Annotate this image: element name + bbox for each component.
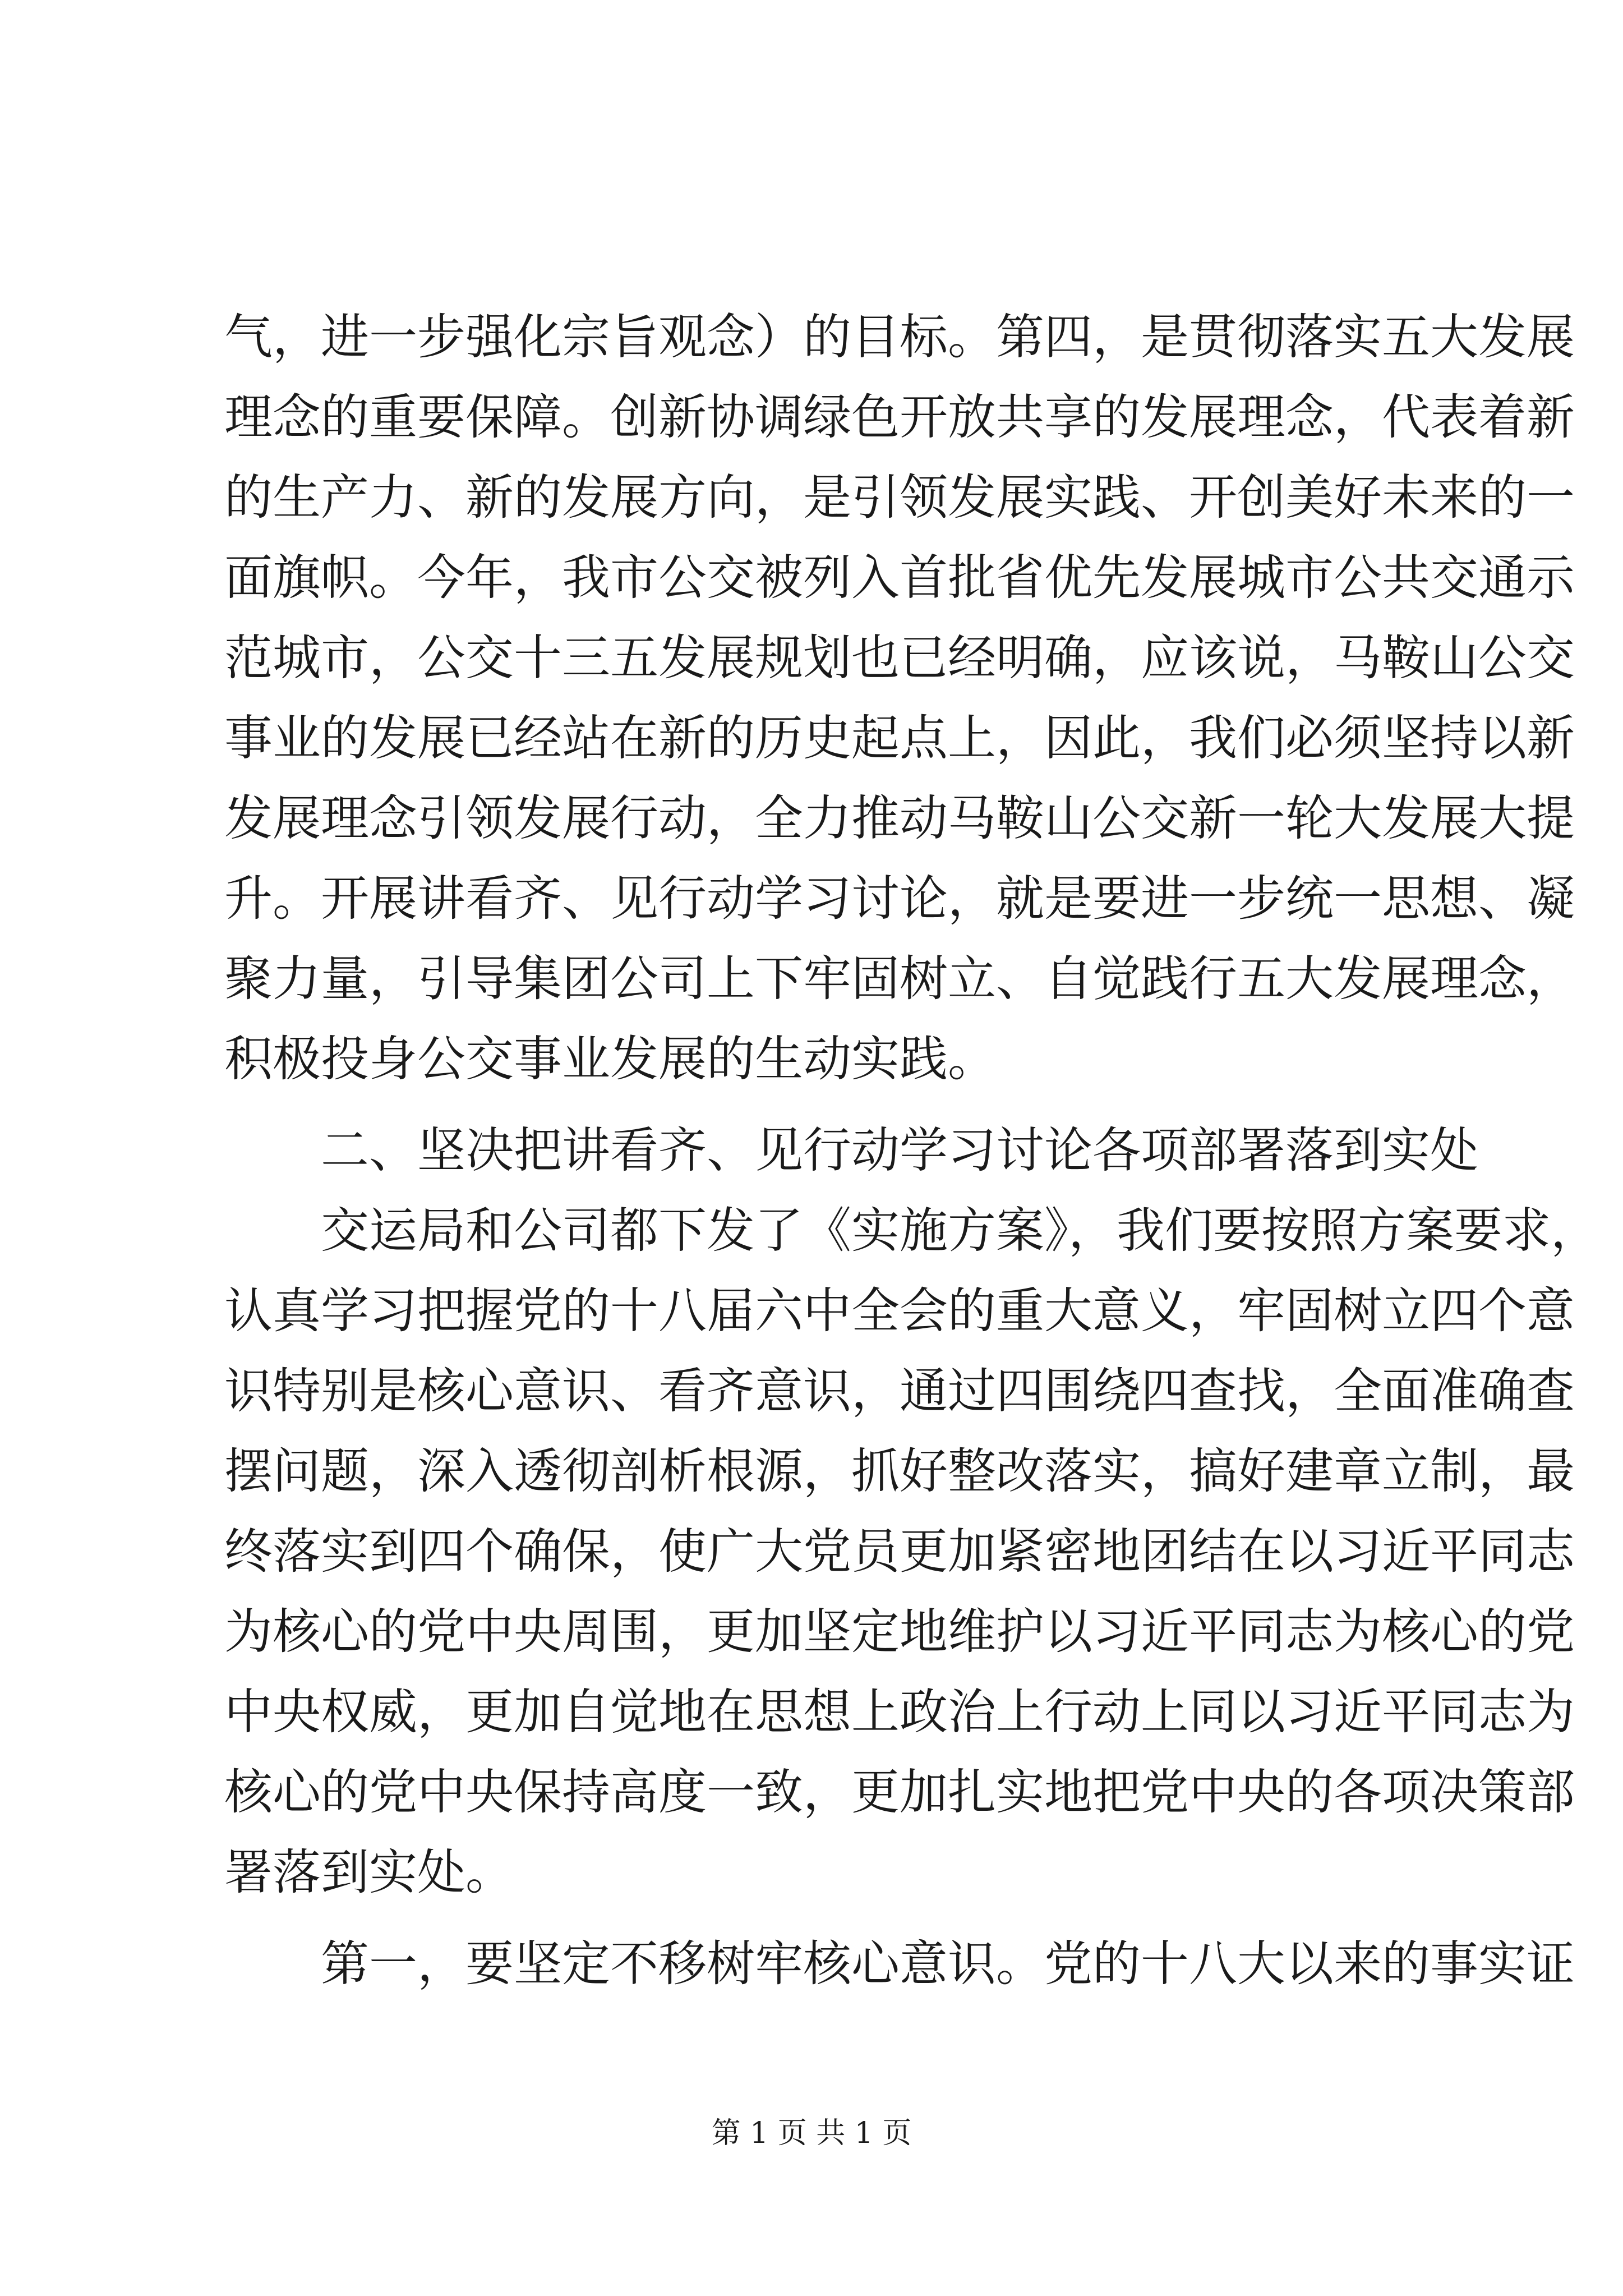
text-line: 升。开展讲看齐、见行动学习讨论，就是要进一步统一思想、凝	[224, 871, 1575, 927]
text-line: 面旗帜。今年，我市公交被列入首批省优先发展城市公共交通示	[224, 550, 1575, 606]
text-line: 中央权威，更加自觉地在思想上政治上行动上同以习近平同志为	[224, 1684, 1575, 1740]
text-line: 交运局和公司都下发了《实施方案》，我们要按照方案要求，	[321, 1203, 1599, 1259]
text-line: 气，进一步强化宗旨观念）的目标。第四，是贯彻落实五大发展	[224, 309, 1575, 365]
section-heading: 二、坚决把讲看齐、见行动学习讨论各项部署落到实处	[321, 1122, 1478, 1179]
text-line: 的生产力、新的发展方向，是引领发展实践、开创美好未来的一	[224, 470, 1575, 526]
text-line: 核心的党中央保持高度一致，更加扎实地把党中央的各项决策部	[224, 1764, 1575, 1820]
text-line: 第一，要坚定不移树牢核心意识。党的十八大以来的事实证	[321, 1936, 1575, 1992]
text-line: 认真学习把握党的十八届六中全会的重大意义，牢固树立四个意	[224, 1283, 1575, 1339]
text-line: 识特别是核心意识、看齐意识，通过四围绕四查找，全面准确查	[224, 1363, 1575, 1419]
text-line: 事业的发展已经站在新的历史起点上，因此，我们必须坚持以新	[224, 710, 1575, 766]
document-body	[224, 297, 1599, 2004]
text-line: 摆问题，深入透彻剖析根源，抓好整改落实，搞好建章立制，最	[224, 1443, 1575, 1499]
page-footer: 第 1 页 共 1 页	[711, 2116, 912, 2150]
text-line: 为核心的党中央周围，更加坚定地维护以习近平同志为核心的党	[224, 1604, 1575, 1660]
text-line: 积极投身公交事业发展的生动实践。	[224, 1031, 996, 1087]
text-line: 聚力量，引导集团公司上下牢固树立、自觉践行五大发展理念，	[224, 951, 1575, 1007]
text-line: 范城市，公交十三五发展规划也已经明确，应该说，马鞍山公交	[224, 630, 1575, 686]
text-line: 发展理念引领发展行动，全力推动马鞍山公交新一轮大发展大提	[224, 790, 1575, 846]
text-line: 理念的重要保障。创新协调绿色开放共享的发展理念，代表着新	[224, 389, 1575, 445]
text-line: 署落到实处。	[224, 1844, 514, 1901]
text-line: 终落实到四个确保，使广大党员更加紧密地团结在以习近平同志	[224, 1524, 1575, 1580]
